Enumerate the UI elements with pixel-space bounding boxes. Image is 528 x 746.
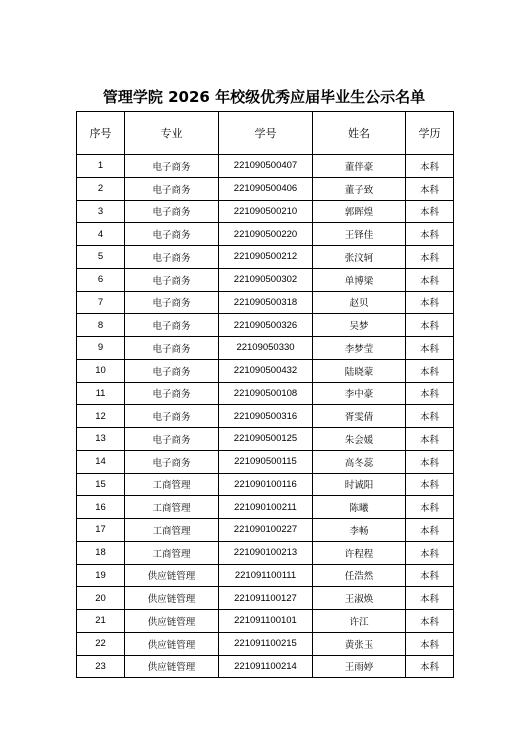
cell-no: 22 <box>77 632 125 655</box>
cell-no: 9 <box>77 337 125 360</box>
cell-no: 19 <box>77 564 125 587</box>
table-row <box>77 655 454 678</box>
cell-no: 7 <box>77 291 125 314</box>
cell-no: 12 <box>77 405 125 428</box>
cell-student-id: 221090500326 <box>219 314 313 337</box>
cell-student-id: 221090500125 <box>219 428 313 451</box>
table-row <box>77 155 454 178</box>
cell-name: 陈曦 <box>313 496 406 519</box>
cell-student-id: 221091100127 <box>219 587 313 610</box>
cell-no: 18 <box>77 541 125 564</box>
table-row <box>77 223 454 246</box>
cell-major: 工商管理 <box>125 496 219 519</box>
cell-major: 供应链管理 <box>125 564 219 587</box>
cell-student-id: 221090100227 <box>219 519 313 542</box>
cell-degree: 本科 <box>406 405 454 428</box>
cell-no: 14 <box>77 450 125 473</box>
cell-student-id: 221090500316 <box>219 405 313 428</box>
cell-student-id: 221090500115 <box>219 450 313 473</box>
cell-degree: 本科 <box>406 291 454 314</box>
cell-major: 电子商务 <box>125 246 219 269</box>
table-row <box>77 496 454 519</box>
cell-major: 工商管理 <box>125 473 219 496</box>
graduate-roster-table <box>76 111 454 678</box>
cell-name: 单博梁 <box>313 268 406 291</box>
cell-name: 任浩然 <box>313 564 406 587</box>
cell-student-id: 221091100215 <box>219 632 313 655</box>
cell-student-id: 221090100211 <box>219 496 313 519</box>
cell-major: 工商管理 <box>125 541 219 564</box>
cell-degree: 本科 <box>406 246 454 269</box>
table-row <box>77 246 454 269</box>
cell-no: 13 <box>77 428 125 451</box>
cell-degree: 本科 <box>406 223 454 246</box>
cell-major: 供应链管理 <box>125 587 219 610</box>
cell-student-id: 221090100116 <box>219 473 313 496</box>
cell-name: 董伴豪 <box>313 155 406 178</box>
cell-no: 5 <box>77 246 125 269</box>
table-row <box>77 564 454 587</box>
cell-major: 工商管理 <box>125 519 219 542</box>
cell-degree: 本科 <box>406 587 454 610</box>
cell-no: 17 <box>77 519 125 542</box>
cell-name: 李梦莹 <box>313 337 406 360</box>
cell-name: 王淑焕 <box>313 587 406 610</box>
cell-name: 时诚阳 <box>313 473 406 496</box>
table-row <box>77 268 454 291</box>
cell-student-id: 221090100213 <box>219 541 313 564</box>
cell-major: 电子商务 <box>125 268 219 291</box>
cell-name: 赵贝 <box>313 291 406 314</box>
cell-name: 王铎佳 <box>313 223 406 246</box>
cell-degree: 本科 <box>406 337 454 360</box>
cell-no: 8 <box>77 314 125 337</box>
cell-degree: 本科 <box>406 564 454 587</box>
cell-student-id: 221091100214 <box>219 655 313 678</box>
cell-name: 李畅 <box>313 519 406 542</box>
cell-student-id: 221090500220 <box>219 223 313 246</box>
cell-major: 电子商务 <box>125 177 219 200</box>
cell-major: 供应链管理 <box>125 610 219 633</box>
table-row <box>77 632 454 655</box>
cell-name: 董子致 <box>313 177 406 200</box>
cell-name: 高冬蕊 <box>313 450 406 473</box>
cell-degree: 本科 <box>406 428 454 451</box>
cell-name: 胥雯倩 <box>313 405 406 428</box>
header-name: 姓名 <box>313 112 406 155</box>
cell-degree: 本科 <box>406 200 454 223</box>
cell-no: 4 <box>77 223 125 246</box>
cell-degree: 本科 <box>406 155 454 178</box>
cell-no: 6 <box>77 268 125 291</box>
cell-name: 李中豪 <box>313 382 406 405</box>
cell-name: 黄张玉 <box>313 632 406 655</box>
table-row <box>77 587 454 610</box>
cell-name: 张汶轲 <box>313 246 406 269</box>
table-row <box>77 541 454 564</box>
cell-degree: 本科 <box>406 473 454 496</box>
cell-student-id: 221091100111 <box>219 564 313 587</box>
cell-no: 16 <box>77 496 125 519</box>
table-row <box>77 200 454 223</box>
cell-no: 15 <box>77 473 125 496</box>
table-row <box>77 291 454 314</box>
cell-student-id: 221090500407 <box>219 155 313 178</box>
header-degree: 学历 <box>406 112 454 155</box>
cell-degree: 本科 <box>406 314 454 337</box>
table-row <box>77 314 454 337</box>
cell-no: 20 <box>77 587 125 610</box>
table-row <box>77 359 454 382</box>
cell-major: 电子商务 <box>125 450 219 473</box>
cell-no: 11 <box>77 382 125 405</box>
cell-major: 电子商务 <box>125 200 219 223</box>
header-major: 专业 <box>125 112 219 155</box>
cell-no: 2 <box>77 177 125 200</box>
cell-name: 陆晓蒙 <box>313 359 406 382</box>
cell-student-id: 221090500212 <box>219 246 313 269</box>
document-title: 管理学院 2026 年校级优秀应届毕业生公示名单 <box>102 88 426 106</box>
cell-degree: 本科 <box>406 177 454 200</box>
cell-name: 许程程 <box>313 541 406 564</box>
cell-student-id: 221090500318 <box>219 291 313 314</box>
cell-degree: 本科 <box>406 541 454 564</box>
cell-major: 电子商务 <box>125 223 219 246</box>
cell-major: 电子商务 <box>125 405 219 428</box>
cell-name: 朱会媛 <box>313 428 406 451</box>
cell-major: 电子商务 <box>125 314 219 337</box>
table-row <box>77 450 454 473</box>
cell-student-id: 221090500302 <box>219 268 313 291</box>
cell-name: 许江 <box>313 610 406 633</box>
cell-student-id: 221091100101 <box>219 610 313 633</box>
cell-degree: 本科 <box>406 359 454 382</box>
cell-major: 电子商务 <box>125 291 219 314</box>
table-row <box>77 405 454 428</box>
table-row <box>77 337 454 360</box>
cell-major: 供应链管理 <box>125 632 219 655</box>
cell-degree: 本科 <box>406 519 454 542</box>
table-row <box>77 519 454 542</box>
cell-degree: 本科 <box>406 268 454 291</box>
cell-student-id: 221090500432 <box>219 359 313 382</box>
cell-major: 电子商务 <box>125 428 219 451</box>
cell-major: 电子商务 <box>125 359 219 382</box>
table-row <box>77 473 454 496</box>
cell-no: 23 <box>77 655 125 678</box>
cell-degree: 本科 <box>406 655 454 678</box>
header-student-id: 学号 <box>219 112 313 155</box>
cell-no: 10 <box>77 359 125 382</box>
table-row <box>77 382 454 405</box>
cell-student-id: 22109050330 <box>219 337 313 360</box>
cell-no: 21 <box>77 610 125 633</box>
table-row <box>77 177 454 200</box>
cell-name: 王雨婷 <box>313 655 406 678</box>
cell-major: 电子商务 <box>125 337 219 360</box>
cell-name: 吴梦 <box>313 314 406 337</box>
cell-student-id: 221090500210 <box>219 200 313 223</box>
cell-degree: 本科 <box>406 610 454 633</box>
table-body <box>77 155 454 678</box>
table-row <box>77 428 454 451</box>
cell-student-id: 221090500406 <box>219 177 313 200</box>
cell-name: 郭晖煌 <box>313 200 406 223</box>
table-header-row <box>77 112 454 155</box>
cell-student-id: 221090500108 <box>219 382 313 405</box>
header-no: 序号 <box>77 112 125 155</box>
cell-major: 电子商务 <box>125 382 219 405</box>
cell-degree: 本科 <box>406 632 454 655</box>
cell-major: 电子商务 <box>125 155 219 178</box>
cell-no: 3 <box>77 200 125 223</box>
table-row <box>77 610 454 633</box>
cell-degree: 本科 <box>406 382 454 405</box>
cell-no: 1 <box>77 155 125 178</box>
cell-major: 供应链管理 <box>125 655 219 678</box>
cell-degree: 本科 <box>406 450 454 473</box>
cell-degree: 本科 <box>406 496 454 519</box>
